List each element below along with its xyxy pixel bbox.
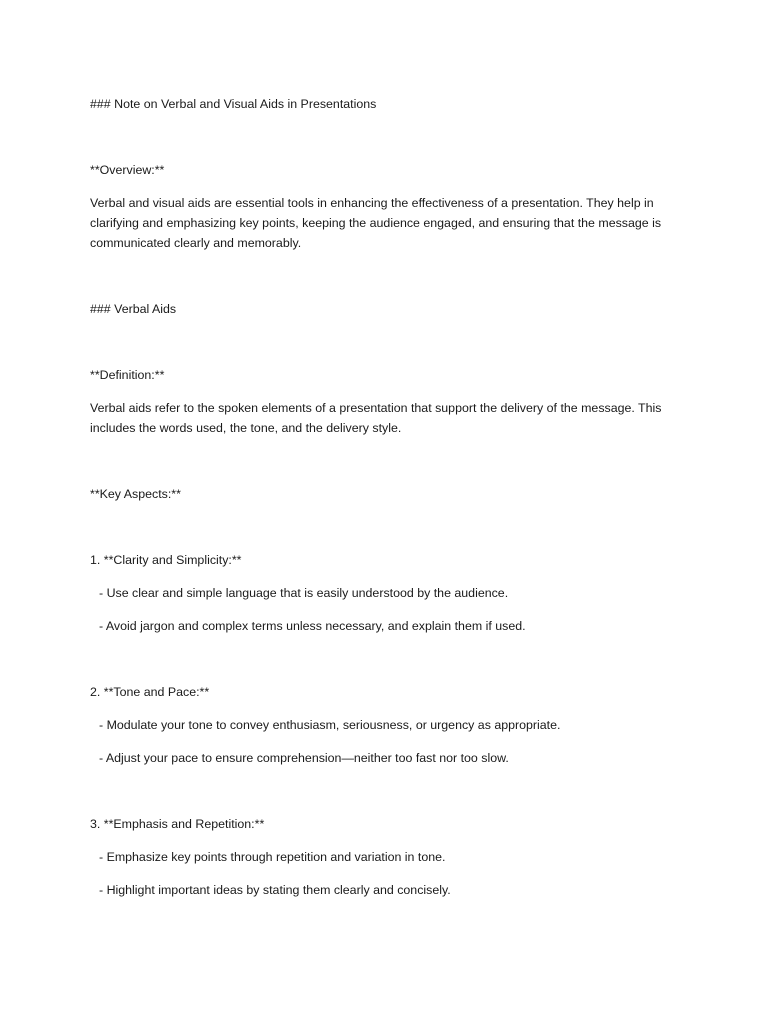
list-item: [90, 814, 690, 900]
definition-paragraph: Verbal aids refer to the spoken elements of a presentation that support the delivery of the message. This includes the words used, the tone, and the delivery style.: [90, 401, 665, 435]
document-title: ### Note on Verbal and Visual Aids in Presentations: [90, 97, 377, 111]
overview-label: **Overview:**: [90, 163, 165, 177]
list-item-bullet: - Avoid jargon and complex terms unless necessary, and explain them if used.: [99, 619, 526, 633]
overview-paragraph: Verbal and visual aids are essential tools in enhancing the effectiveness of a presentation. They help in clarifying and emphasizing key points, keeping the audience engaged, and ensuring that the message is communicated clearly and memorably.: [90, 196, 665, 250]
list-item-bullet: - Highlight important ideas by stating them clearly and concisely.: [99, 883, 451, 897]
document-page: [90, 94, 690, 913]
section-heading-verbal-aids: ### Verbal Aids: [90, 302, 177, 316]
list-item-title: 3. **Emphasis and Repetition:**: [90, 817, 265, 831]
definition-label: **Definition:**: [90, 368, 165, 382]
list-item-title: 2. **Tone and Pace:**: [90, 685, 210, 699]
list-item-bullet: - Emphasize key points through repetition and variation in tone.: [99, 850, 446, 864]
list-item: [90, 550, 690, 636]
list-item-bullet: - Adjust your pace to ensure comprehension—neither too fast nor too slow.: [99, 751, 509, 765]
list-item-title: 1. **Clarity and Simplicity:**: [90, 553, 242, 567]
list-item-bullet: - Modulate your tone to convey enthusiasm, seriousness, or urgency as appropriate.: [99, 718, 561, 732]
list-item-bullet: - Use clear and simple language that is easily understood by the audience.: [99, 586, 509, 600]
key-aspects-label: **Key Aspects:**: [90, 487, 181, 501]
list-item: [90, 682, 690, 768]
